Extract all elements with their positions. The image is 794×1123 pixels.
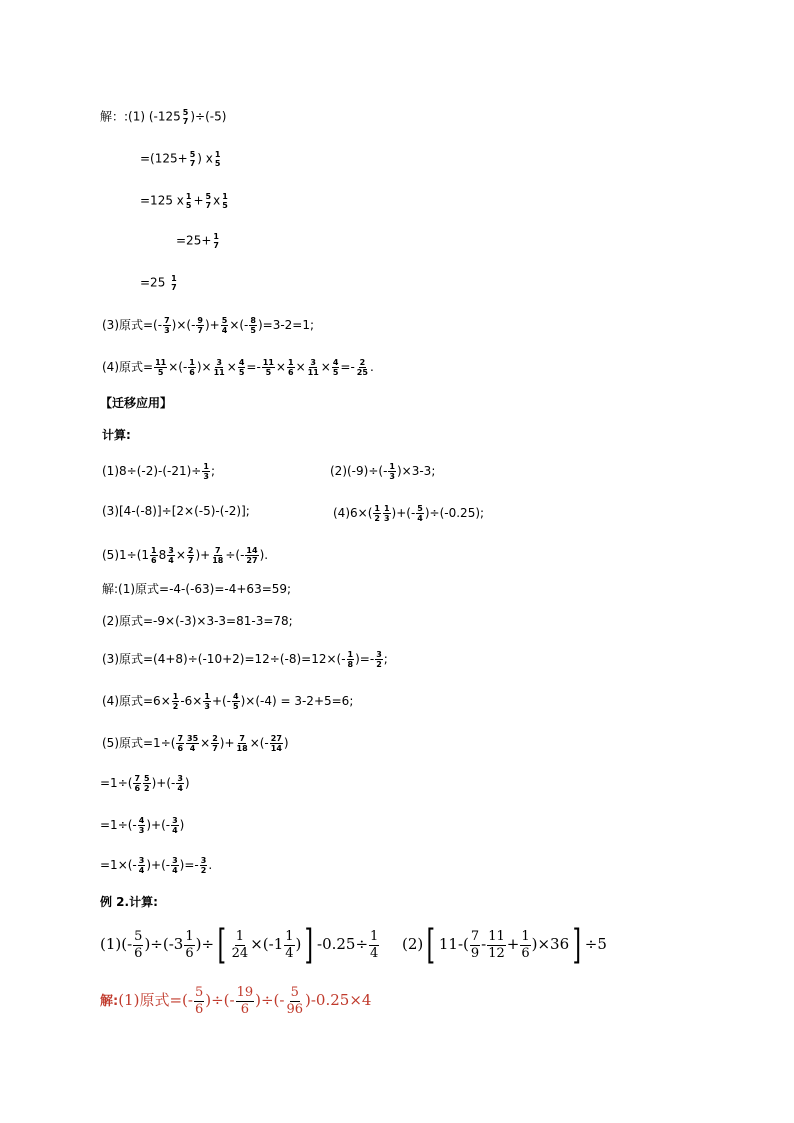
text: )×(- (171, 318, 196, 332)
denominator: 7 (171, 283, 177, 292)
fraction (347, 650, 355, 669)
denominator: 7 (197, 326, 203, 335)
text: (4)原式=6× (102, 694, 171, 708)
text: )+ (219, 736, 235, 750)
fraction (188, 358, 196, 377)
text: =125 x (140, 193, 184, 208)
answer-6 (100, 774, 190, 793)
question-2 (330, 462, 435, 481)
denominator: 4 (172, 866, 178, 875)
denominator: 6 (134, 784, 141, 793)
fraction (285, 985, 304, 1018)
denominator: 27 (246, 556, 258, 565)
text: ÷5 (584, 935, 607, 953)
text: (4)6×( (333, 506, 373, 520)
denominator: 2 (374, 514, 380, 523)
numerator: 14 (246, 546, 258, 555)
numerator: 1 (370, 928, 379, 944)
denominator: 6 (287, 368, 294, 377)
denominator: 6 (194, 1001, 204, 1017)
numerator: 1 (172, 692, 179, 701)
denominator: 18 (212, 556, 224, 565)
text: =(125+ (140, 151, 188, 166)
solution-line-5 (140, 274, 179, 292)
denominator: 4 (370, 945, 379, 961)
fraction (138, 816, 146, 835)
text: 11-( (438, 935, 469, 953)
fraction (171, 816, 179, 835)
numerator: 2 (187, 546, 194, 555)
fraction (284, 929, 294, 962)
numerator: 1 (185, 928, 194, 944)
fraction (184, 929, 194, 962)
text: )=3-2=1; (257, 318, 315, 332)
denominator: 5 (222, 201, 228, 210)
numerator: 1 (383, 504, 390, 513)
numerator: 4 (238, 358, 245, 367)
denominator: 5 (214, 159, 221, 168)
numerator: 11 (262, 358, 274, 367)
fraction (487, 929, 506, 962)
text: =25 (140, 275, 166, 290)
text: (1)8÷(-2)-(-21)÷ (102, 464, 202, 478)
answer-8 (100, 856, 212, 875)
numerator: 1 (171, 274, 177, 283)
numerator: 1 (214, 150, 221, 159)
text: )×36 (531, 935, 570, 953)
text: ; (383, 652, 388, 666)
text: (2) (402, 935, 424, 953)
fraction (205, 192, 213, 210)
text: + (193, 193, 204, 208)
text: (3)原式=(4+8)÷(-10+2)=12÷(-8)=12×(- (102, 652, 346, 666)
numerator: 35 (187, 734, 199, 743)
solution-line-7 (102, 358, 374, 377)
denominator: 6 (134, 945, 143, 961)
numerator: 5 (144, 774, 150, 783)
numerator: 9 (197, 316, 203, 325)
denominator: 4 (221, 326, 228, 335)
denominator: 6 (151, 556, 157, 565)
numerator: 3 (168, 546, 174, 555)
text: =1÷(- (100, 818, 137, 832)
text: -6× (180, 694, 203, 708)
fraction (196, 316, 204, 335)
question-3 (102, 504, 250, 518)
text: ) (179, 818, 185, 832)
text: (1)(- (100, 935, 133, 953)
denominator: 4 (177, 784, 183, 793)
fraction (211, 546, 224, 565)
denominator: 8 (347, 660, 354, 669)
example-2-solution-1 (100, 978, 371, 1024)
fraction (231, 929, 250, 962)
text: ) (295, 935, 302, 953)
numerator: 5 (189, 150, 196, 159)
denominator: 5 (238, 368, 245, 377)
text: ×(- (249, 736, 269, 750)
denominator: 7 (187, 556, 194, 565)
right-bracket: ] (304, 922, 314, 968)
numerator: 3 (216, 358, 222, 367)
numerator: 1 (204, 692, 210, 701)
text: )=- (179, 858, 199, 872)
text: + (506, 935, 520, 953)
fraction (238, 358, 246, 377)
text: - (481, 935, 487, 953)
text: )+(- (391, 506, 416, 520)
numerator: 1 (222, 192, 228, 201)
denominator: 6 (185, 945, 194, 961)
text: =1×(- (100, 858, 137, 872)
denominator: 7 (213, 241, 219, 250)
denominator: 4 (138, 866, 145, 875)
numerator: 7 (164, 316, 170, 325)
denominator: 9 (470, 945, 480, 961)
answer-7 (100, 816, 184, 835)
numerator: 27 (270, 734, 282, 743)
text: ). (259, 548, 269, 562)
denominator: 2 (172, 702, 179, 711)
text: (5)1÷(1 (102, 548, 150, 562)
text: )+ (204, 318, 220, 332)
text: =- (246, 360, 261, 374)
denominator: 4 (172, 826, 178, 835)
fraction (236, 734, 249, 753)
numerator: 11 (155, 358, 167, 367)
text: =1÷( (100, 776, 133, 790)
text: )×3-3; (396, 464, 436, 478)
fraction (170, 274, 178, 292)
fraction (287, 358, 295, 377)
numerator: 1 (521, 928, 530, 944)
text: +(- (211, 694, 232, 708)
text: ; (210, 464, 215, 478)
fraction (212, 232, 220, 250)
denominator: 7 (182, 117, 189, 126)
denominator: 3 (203, 472, 209, 481)
text: (5)原式=1÷( (102, 736, 176, 750)
left-bracket: [ (217, 922, 227, 968)
text: )+(- (146, 818, 171, 832)
fraction (171, 856, 179, 875)
denominator: 96 (286, 1001, 304, 1017)
text: (2)(-9)÷(- (330, 464, 388, 478)
fraction (373, 504, 381, 523)
numerator: 1 (285, 928, 294, 944)
text: )+ (195, 548, 211, 562)
denominator: 18 (236, 744, 248, 753)
numerator: 5 (182, 108, 189, 117)
fraction (186, 734, 199, 753)
fraction (470, 929, 480, 962)
text: )÷(-0.25); (424, 506, 485, 520)
numerator: 7 (214, 546, 221, 555)
text: 解: (100, 994, 119, 1009)
denominator: 24 (231, 945, 249, 961)
numerator: 1 (235, 928, 245, 944)
text: )×(-4) = 3-2+5=6; (240, 694, 354, 708)
denominator: 5 (185, 201, 192, 210)
example-2-problem-2 (402, 922, 607, 966)
numerator: 3 (138, 856, 145, 865)
fraction (150, 546, 158, 565)
denominator: 5 (332, 368, 339, 377)
answer-2: (2)原式=-9×(-3)×3-3=81-3=78; (102, 614, 293, 628)
fraction (163, 316, 171, 335)
solution-line-1 (100, 108, 226, 126)
numerator: 5 (221, 316, 228, 325)
numerator: 1 (389, 462, 395, 471)
denominator: 3 (138, 826, 145, 835)
numerator: 3 (200, 856, 207, 865)
solution-line-4 (176, 232, 221, 250)
text: 解：:(1) (-125 (100, 109, 181, 124)
fraction (213, 358, 226, 377)
text: 8 (158, 548, 167, 562)
numerator: 19 (236, 984, 254, 1000)
numerator: 5 (290, 984, 299, 1000)
text: ÷(- (225, 548, 245, 562)
numerator: 3 (310, 358, 316, 367)
fraction (245, 546, 258, 565)
text: (3)[4-(-8)]÷[2×(-5)-(-2)]; (102, 504, 250, 518)
section-heading-transfer: 【迁移应用】 (100, 396, 173, 410)
fraction (221, 192, 229, 210)
denominator: 4 (417, 514, 423, 523)
text: =25+ (176, 233, 212, 248)
text: )÷(- (255, 991, 285, 1009)
answer-5 (102, 734, 289, 753)
denominator: 4 (189, 744, 196, 753)
numerator: 3 (177, 774, 183, 783)
text: × (320, 360, 331, 374)
fraction (375, 650, 383, 669)
calc-label: 计算: (102, 428, 131, 442)
denominator: 14 (270, 744, 282, 753)
denominator: 4 (168, 556, 174, 565)
solution-line-6 (102, 316, 314, 335)
fraction (176, 734, 184, 753)
denominator: 25 (356, 368, 368, 377)
text: × (175, 548, 186, 562)
answer-3 (102, 650, 388, 669)
numerator: 1 (151, 546, 157, 555)
numerator: 2 (212, 734, 218, 743)
fraction (187, 546, 195, 565)
denominator: 11 (213, 368, 225, 377)
fraction (232, 692, 240, 711)
text: =- (340, 360, 355, 374)
solution-line-2 (140, 150, 222, 168)
denominator: 2 (376, 660, 382, 669)
numerator: 3 (172, 816, 178, 825)
denominator: 3 (204, 702, 210, 711)
denominator: 6 (177, 744, 184, 753)
numerator: 5 (194, 984, 204, 1000)
text: × (275, 360, 286, 374)
numerator: 1 (185, 192, 192, 201)
fraction (416, 504, 424, 523)
text: (4)原式= (102, 360, 154, 374)
text: -0.25÷ (317, 935, 369, 953)
text: ) (283, 736, 289, 750)
text: (1)原式=(- (118, 991, 193, 1009)
numerator: 1 (347, 650, 354, 659)
question-1 (102, 462, 215, 481)
numerator: 4 (233, 692, 239, 701)
denominator: 5 (233, 702, 239, 711)
numerator: 11 (488, 928, 505, 944)
fraction (203, 692, 211, 711)
denominator: 6 (521, 945, 530, 961)
answer-1: 解:(1)原式=-4-(-63)=-4+63=59; (102, 582, 292, 596)
fraction (138, 856, 146, 875)
fraction (520, 929, 530, 962)
text: )÷(-5) (190, 109, 227, 124)
numerator: 5 (205, 192, 212, 201)
numerator: 4 (332, 358, 339, 367)
text: )× (196, 360, 212, 374)
fraction (307, 358, 320, 377)
denominator: 6 (240, 1001, 249, 1017)
solution-line-3 (140, 192, 230, 210)
numerator: 8 (250, 316, 256, 325)
numerator: 1 (189, 358, 195, 367)
fraction (369, 929, 379, 962)
fraction (221, 316, 229, 335)
text: × (295, 360, 306, 374)
numerator: 2 (359, 358, 366, 367)
fraction (332, 358, 340, 377)
numerator: 7 (134, 774, 141, 783)
numerator: 7 (177, 734, 184, 743)
fraction (388, 462, 396, 481)
fraction (182, 108, 190, 126)
fraction (133, 929, 143, 962)
numerator: 3 (172, 856, 178, 865)
text: × (226, 360, 237, 374)
denominator: 11 (307, 368, 319, 377)
fraction (202, 462, 210, 481)
text: )+(- (146, 858, 171, 872)
denominator: 5 (157, 368, 164, 377)
text: (3)原式=(- (102, 318, 163, 332)
denominator: 7 (205, 201, 212, 210)
fraction (211, 734, 219, 753)
fraction (236, 985, 255, 1018)
text: )+(- (151, 776, 176, 790)
denominator: 3 (389, 472, 395, 481)
numerator: 3 (376, 650, 382, 659)
numerator: 1 (213, 232, 219, 241)
fraction (189, 150, 197, 168)
text: )÷(- (205, 991, 235, 1009)
fraction (133, 774, 141, 793)
question-4 (333, 504, 484, 523)
fraction (270, 734, 283, 753)
numerator: 4 (138, 816, 145, 825)
answer-4 (102, 692, 353, 711)
text: . (208, 858, 213, 872)
text: )÷ (195, 935, 215, 953)
numerator: 5 (417, 504, 423, 513)
fraction (249, 316, 257, 335)
left-bracket: [ (426, 922, 436, 968)
numerator: 7 (239, 734, 245, 743)
numerator: 1 (374, 504, 380, 513)
fraction (143, 774, 151, 793)
fraction (185, 192, 193, 210)
denominator: 6 (189, 368, 195, 377)
denominator: 4 (285, 945, 294, 961)
numerator: 7 (470, 928, 480, 944)
fraction (383, 504, 391, 523)
denominator: 5 (250, 326, 256, 335)
numerator: 1 (287, 358, 294, 367)
text: )=- (355, 652, 375, 666)
fraction (172, 692, 180, 711)
question-5 (102, 546, 268, 565)
text: ×(- (168, 360, 188, 374)
text: )-0.25×4 (305, 991, 372, 1009)
fraction (214, 150, 222, 168)
text: × (200, 736, 211, 750)
denominator: 3 (383, 514, 390, 523)
fraction (167, 546, 175, 565)
text: . (369, 360, 374, 374)
text: ) (184, 776, 190, 790)
denominator: 2 (144, 784, 150, 793)
text: ) x (197, 151, 213, 166)
example-2-problem-1 (100, 922, 380, 966)
text: )÷(-3 (144, 935, 184, 953)
denominator: 12 (488, 945, 505, 961)
numerator: 5 (134, 928, 143, 944)
fraction (154, 358, 167, 377)
example-2-title: 例 2.计算: (100, 895, 158, 909)
text: x (213, 193, 221, 208)
denominator: 7 (189, 159, 196, 168)
fraction (200, 856, 208, 875)
fraction (194, 985, 204, 1018)
denominator: 7 (212, 744, 218, 753)
numerator: 1 (203, 462, 209, 471)
fraction (262, 358, 275, 377)
text: ×(- (229, 318, 249, 332)
denominator: 5 (265, 368, 272, 377)
denominator: 3 (164, 326, 170, 335)
fraction (176, 774, 184, 793)
fraction (356, 358, 369, 377)
text: ×(-1 (250, 935, 284, 953)
right-bracket: ] (572, 922, 582, 968)
denominator: 2 (200, 866, 207, 875)
